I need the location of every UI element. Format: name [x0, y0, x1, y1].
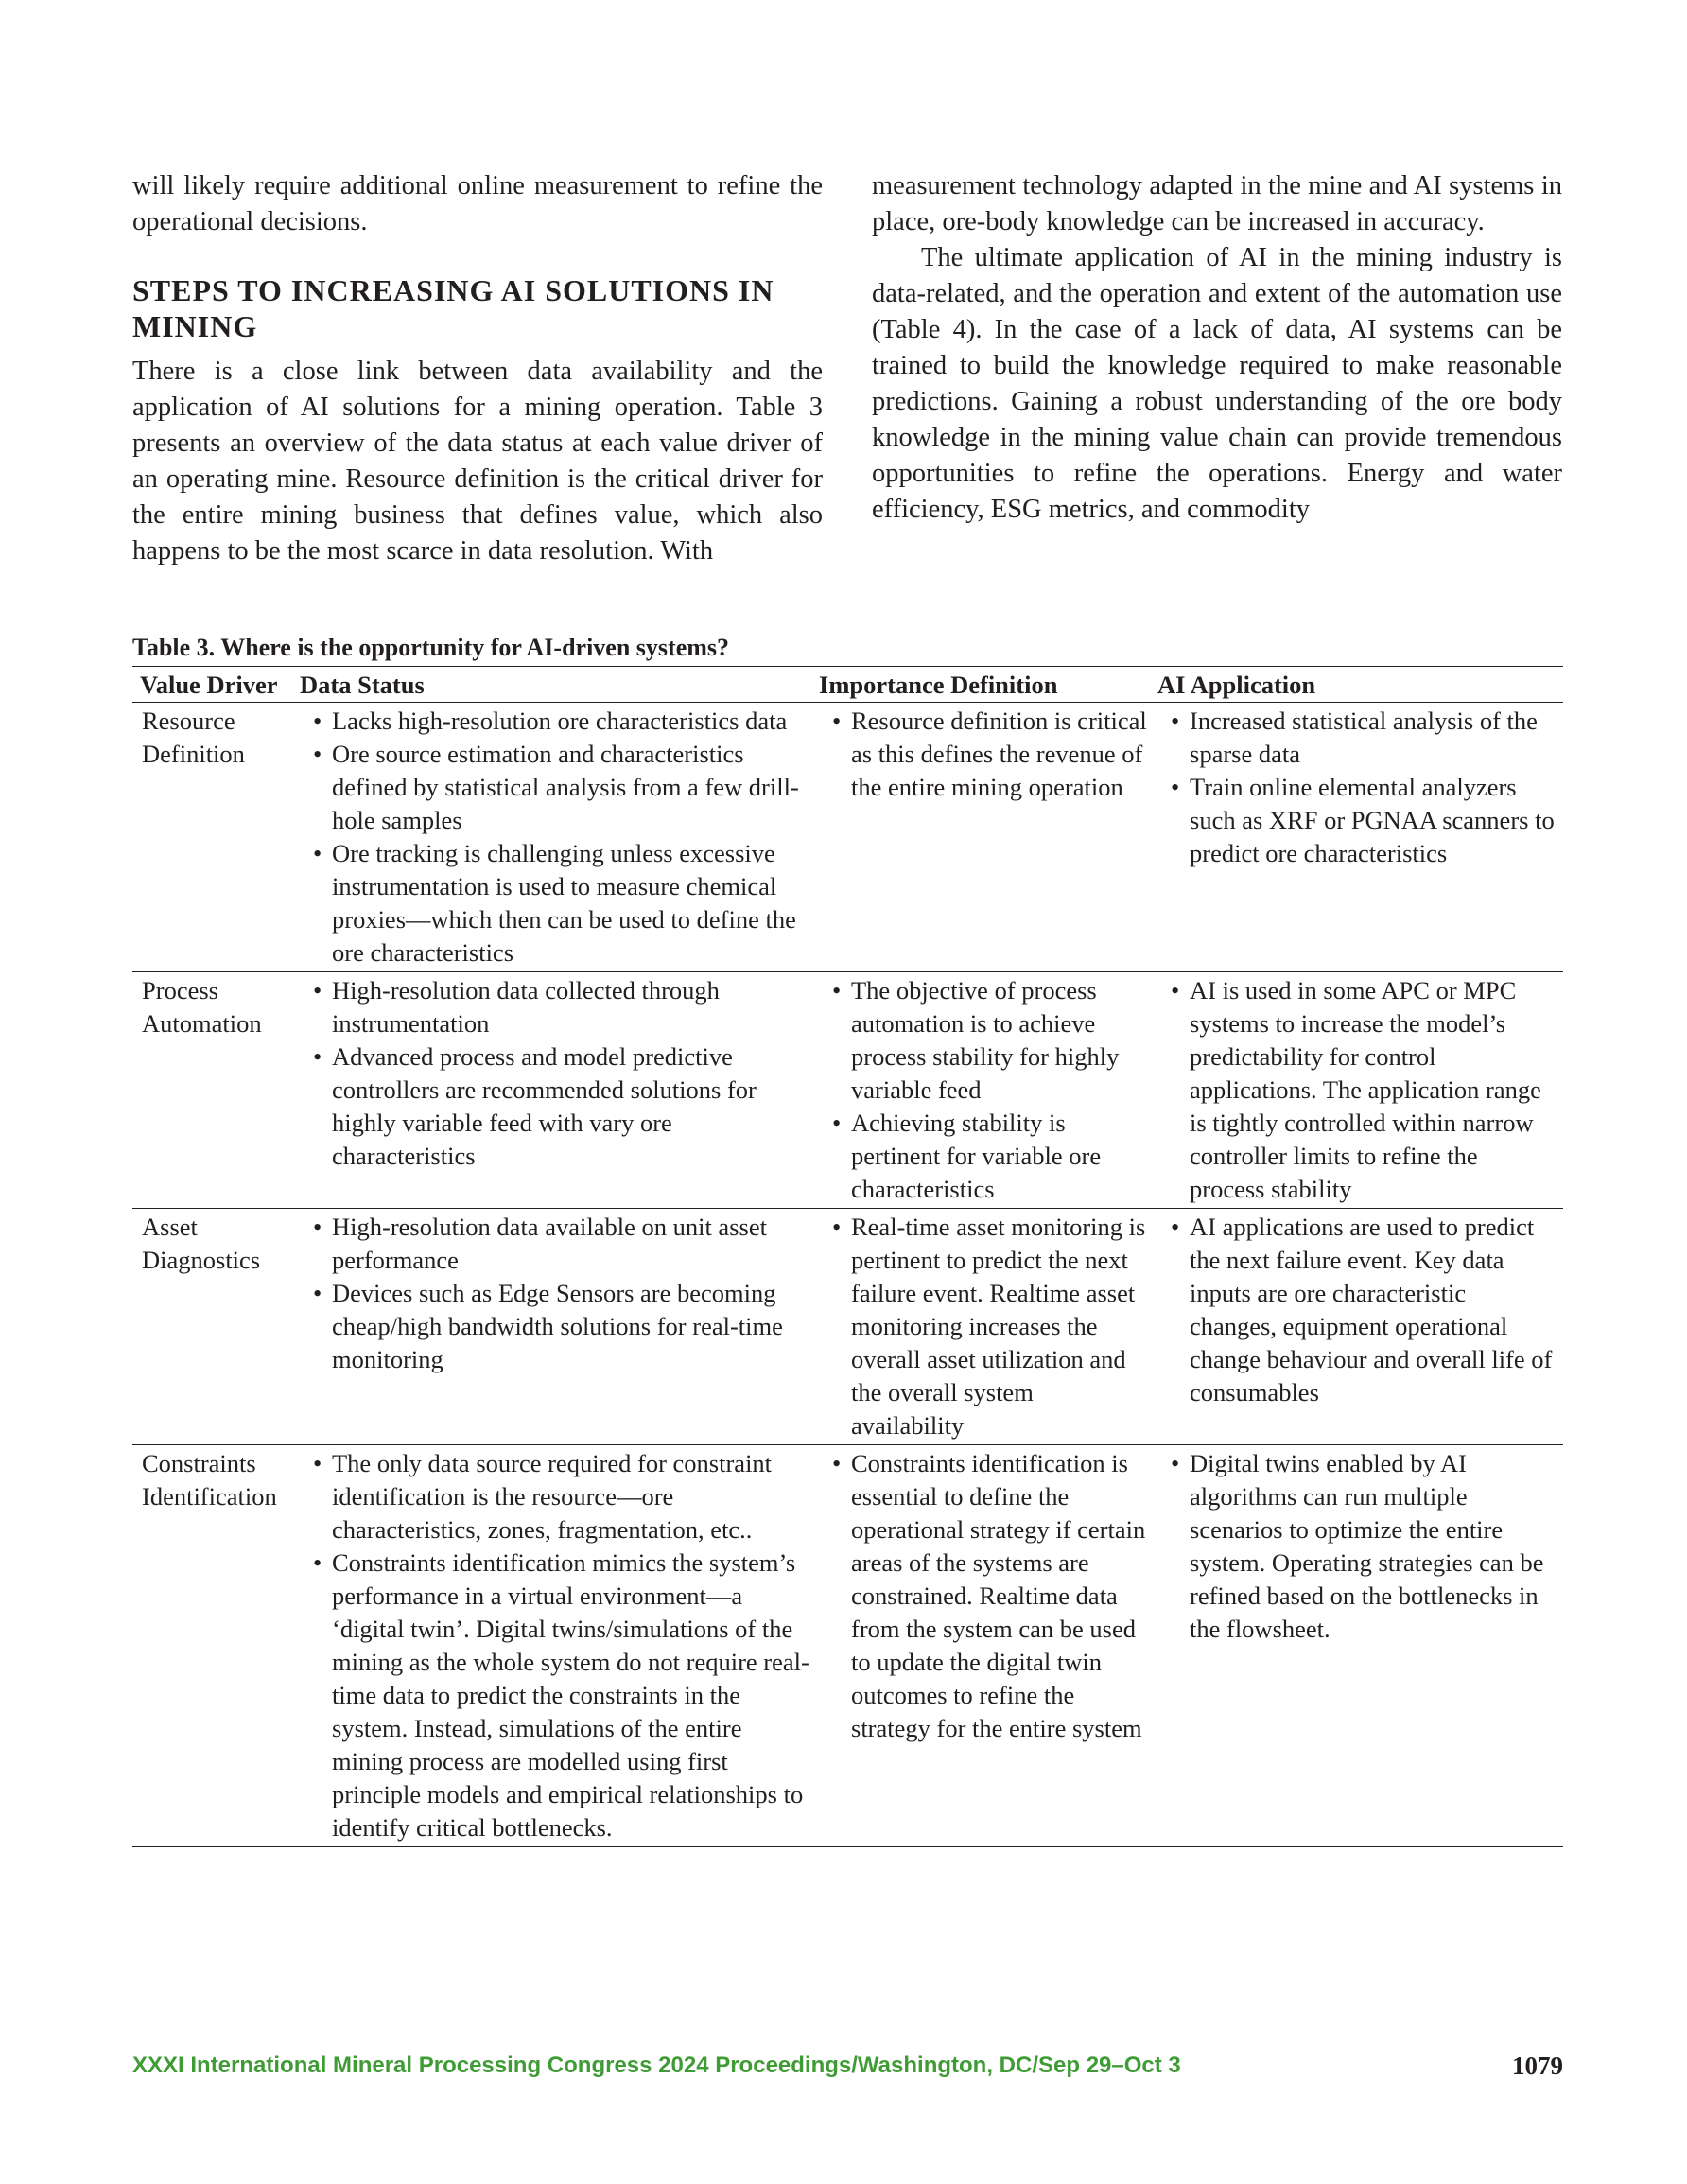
value-driver-cell: Process Automation [132, 972, 300, 1209]
table-caption: Table 3. Where is the opportunity for AI-driven systems? [132, 634, 730, 661]
section-heading: STEPS TO INCREASING AI SOLUTIONS IN MINING [132, 273, 774, 343]
list-item: • Constraints identification is essential to define the operational strategy if certain areas of the systems are constrained. Realtime data from the system can be used to update the digital twin outcomes to refine the strategy for the entire system [851, 1447, 1150, 1745]
importance-cell [819, 703, 1157, 972]
column-header: Value Driver [132, 667, 300, 703]
table-row [132, 703, 1563, 972]
page-footer [132, 2047, 1563, 2085]
importance-cell [819, 1445, 1157, 1847]
body-paragraph: There is a close link between data availability and the application of AI solutions for a mining operation. Table 3 presents an overview of the data status at each value driver of an operating mine. Resource definition is the critical driver for the entire mining business that defines value, which also happens to be the most scarce in data resolution. With [132, 357, 823, 566]
value-driver-cell: Resource Definition [132, 703, 300, 972]
list-item: • High-resolution data collected through instrumentation [332, 974, 811, 1040]
list-item: • Advanced process and model predictive controllers are recommended solutions for highly variable feed with vary ore characteristics [332, 1040, 811, 1173]
column-header: Data Status [300, 667, 819, 703]
list-item: • Train online elemental analyzers such as XRF or PGNAA scanners to predict ore characteristics [1190, 771, 1556, 870]
value-driver-cell: Constraints Identification [132, 1445, 300, 1847]
list-item: • Real-time asset monitoring is pertinent to predict the next failure event. Realtime asset monitoring increases the overall asset utilization and the overall system availability [851, 1211, 1150, 1442]
data-status-cell [300, 703, 819, 972]
right-column [872, 168, 1562, 528]
data-status-cell [300, 1209, 819, 1445]
list-item: • The only data source required for constraint identification is the resource—ore characteristics, zones, fragmentation, etc.. [332, 1447, 811, 1546]
list-item: • Achieving stability is pertinent for variable ore characteristics [851, 1107, 1150, 1206]
value-driver-cell: Asset Diagnostics [132, 1209, 300, 1445]
list-item: • Lacks high-resolution ore characteristics data [332, 705, 811, 738]
intro-paragraph: will likely require additional online measurement to refine the operational decisions. [132, 171, 823, 236]
list-item: • Ore source estimation and characteristics defined by statistical analysis from a few drill-hole samples [332, 738, 811, 837]
list-item: • Digital twins enabled by AI algorithms can run multiple scenarios to optimize the entire system. Operating strategies can be refined based on the bottlenecks in the flowsheet. [1190, 1447, 1556, 1646]
ai-application-cell [1157, 1445, 1563, 1847]
list-item: • Ore tracking is challenging unless excessive instrumentation is used to measure chemical proxies—which then can be used to define the ore characteristics [332, 837, 811, 970]
data-table [132, 666, 1563, 1847]
footer-text: XXXI International Mineral Processing Congress 2024 Proceedings/Washington, DC/Sep 29–Oct 3 [132, 2053, 1181, 2078]
list-item: • Resource definition is critical as this defines the revenue of the entire mining operation [851, 705, 1150, 804]
list-item: • High-resolution data available on unit asset performance [332, 1211, 811, 1277]
table-header-row [132, 667, 1563, 703]
table-row [132, 972, 1563, 1209]
list-item: • Devices such as Edge Sensors are becoming cheap/high bandwidth solutions for real-time monitoring [332, 1277, 811, 1376]
data-status-cell [300, 1445, 819, 1847]
table-row [132, 1445, 1563, 1847]
body-paragraph-continued: measurement technology adapted in the mine and AI systems in place, ore-body knowledge can be increased in accuracy. [872, 171, 1562, 236]
list-item: • Increased statistical analysis of the sparse data [1190, 705, 1556, 771]
body-paragraph: The ultimate application of AI in the mining industry is data-related, and the operation and extent of the automation use (Table 4). In the case of a lack of data, AI systems can be trained to build the knowledge required to make reasonable predictions. Gaining a robust understanding of the ore body knowledge in the mining value chain can provide tremendous opportunities to refine the operations. Energy and water efficiency, ESG metrics, and commodity [872, 243, 1562, 524]
column-header: Importance Definition [819, 667, 1157, 703]
importance-cell [819, 972, 1157, 1209]
page-number: 1079 [1512, 2052, 1563, 2080]
table-row [132, 1209, 1563, 1445]
data-status-cell [300, 972, 819, 1209]
list-item: • The objective of process automation is to achieve process stability for highly variable feed [851, 974, 1150, 1107]
ai-application-cell [1157, 703, 1563, 972]
ai-application-cell [1157, 972, 1563, 1209]
importance-cell [819, 1209, 1157, 1445]
list-item: • Constraints identification mimics the system’s performance in a virtual environment—a ‘digital twin’. Digital twins/simulations of the mining as the whole system do not require real-time data to predict the constraints in the system. Instead, simulations of the entire mining process are modelled using first principle models and empirical relationships to identify critical bottlenecks. [332, 1546, 811, 1844]
ai-application-cell [1157, 1209, 1563, 1445]
left-column [132, 168, 823, 569]
list-item: • AI is used in some APC or MPC systems to increase the model’s predictability for control applications. The application range is tightly controlled within narrow controller limits to refine the process stability [1190, 974, 1556, 1206]
column-header: AI Application [1157, 667, 1563, 703]
list-item: • AI applications are used to predict the next failure event. Key data inputs are ore characteristic changes, equipment operational change behaviour and overall life of consumables [1190, 1211, 1556, 1409]
